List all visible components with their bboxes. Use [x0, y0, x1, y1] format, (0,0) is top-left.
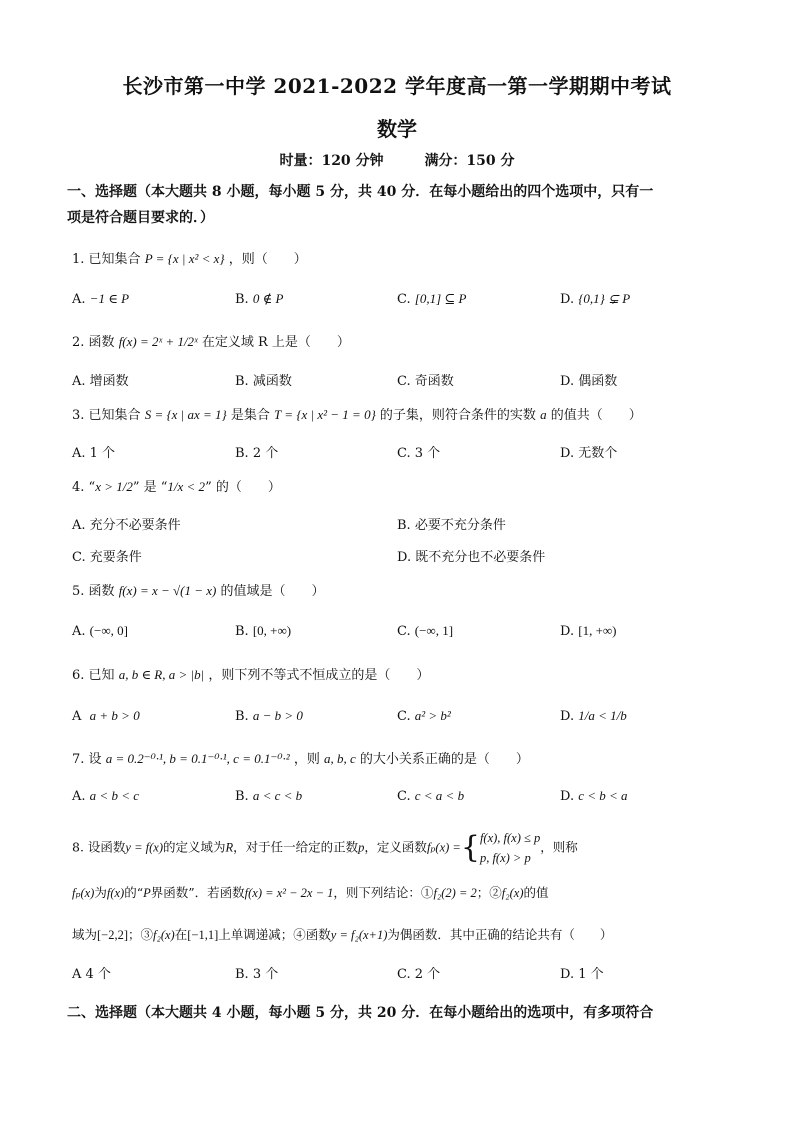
q8-option-b: B. 3 个 — [235, 967, 279, 982]
section-1-line1: 一、选择题（本大题共 8 小题，每小题 5 分，共 40 分．在每小题给出的四个选项中，只有一 — [67, 184, 654, 200]
q5-option-b: B. [0, +∞) — [235, 623, 292, 639]
question-8-line2: fₚ(x)为f(x)的“P界函数”．若函数f(x) = x² − 2x − 1，则下列结论：①f₂(2) = 2；②f₂(x)的值 — [72, 885, 549, 900]
q6-option-b: B. a − b > 0 — [235, 708, 303, 724]
exam-title: 长沙市第一中学 2021-2022 学年度高一第一学期期中考试 — [122, 74, 672, 98]
q3-option-c: C. 3 个 — [397, 446, 441, 461]
q7-option-b: B. a < c < b — [235, 788, 303, 804]
q5-option-c: C. (−∞, 1] — [397, 623, 454, 639]
q3-option-d: D. 无数个 — [560, 446, 618, 461]
q1-option-a: A. −1 ∈ P — [72, 291, 130, 307]
q2-option-d: D. 偶函数 — [560, 374, 618, 389]
question-5: 5. 函数 f(x) = x − √(1 − x) 的值域是（ ） — [72, 583, 325, 599]
q8-option-a: A 4 个 — [72, 967, 111, 982]
question-7: 7. 设 a = 0.2⁻⁰·¹, b = 0.1⁻⁰·¹, c = 0.1⁻⁰·² ，则 a, b, c 的大小关系正确的是（ ） — [72, 751, 529, 767]
section-2-line1: 二、选择题（本大题共 4 小题，每小题 5 分，共 20 分．在每小题给出的选项中，有多项符合 — [67, 1005, 654, 1021]
q8-piecewise: f(x), f(x) ≤ p p, f(x) > p — [479, 831, 541, 865]
exam-meta — [0, 150, 794, 170]
question-8-line3: 域为[−2,2]；③f₂(x)在[−1,1]上单调递减；④函数y = f₂(x+1)为偶函数．其中正确的结论共有（ ） — [72, 927, 613, 942]
q1-option-c: C. [0,1] ⊆ P — [397, 291, 467, 307]
q6-option-d: D. 1/a < 1/b — [560, 708, 627, 724]
exam-subject: 数学 — [377, 117, 417, 141]
q1-option-d: D. {0,1} ⊊ P — [560, 291, 631, 307]
q1-set: P = {x | x² < x} — [144, 251, 225, 266]
q2-option-b: B. 减函数 — [235, 374, 292, 389]
q4-option-d: D. 既不充分也不必要条件 — [397, 550, 546, 565]
question-4: 4. “x > 1/2” 是 “1/x < 2” 的（ ） — [72, 479, 281, 495]
q3-option-a: A. 1 个 — [72, 446, 116, 461]
q8-option-d: D. 1 个 — [560, 967, 604, 982]
section-2-heading — [67, 1000, 727, 1026]
section-1-line2: 项是符合题目要求的．） — [67, 210, 214, 226]
q4-option-b: B. 必要不充分条件 — [397, 518, 506, 533]
exam-time: 时量：120 分钟 — [279, 153, 384, 169]
q5-option-d: D. [1, +∞) — [560, 623, 617, 639]
q6-option-c: C. a² > b² — [397, 708, 451, 724]
q2-func: f(x) = 2ˣ + 1/2ˣ — [118, 334, 198, 349]
q7-option-c: C. c < a < b — [397, 788, 465, 804]
q4-option-a: A. 充分不必要条件 — [72, 518, 181, 533]
q7-option-a: A. a < b < c — [72, 788, 139, 804]
q6-option-a: A a + b > 0 — [72, 708, 140, 724]
q1-option-b: B. 0 ∉ P — [235, 291, 284, 307]
q2-option-c: C. 奇函数 — [397, 374, 454, 389]
question-3: 3. 已知集合 S = {x | ax = 1} 是集合 T = {x | x² − 1 = 0} 的子集，则符合条件的实数 a 的值共（ ） — [72, 407, 642, 423]
question-6: 6. 已知 a, b ∈ R, a > |b| ，则下列不等式不恒成立的是（ ） — [72, 667, 430, 683]
q5-option-a: A. (−∞, 0] — [72, 623, 128, 639]
q8-option-c: C. 2 个 — [397, 967, 441, 982]
question-8-line1: 8. 设函数y = f(x)的定义域为R，对于任一给定的正数p，定义函数fₚ(x) ={ f(x), f(x) ≤ p p, f(x) > p ，则称 — [72, 828, 732, 868]
q3-option-b: B. 2 个 — [235, 446, 279, 461]
question-2: 2. 函数 f(x) = 2ˣ + 1/2ˣ 在定义域 R 上是（ ） — [72, 334, 350, 350]
exam-score: 满分：150 分 — [424, 153, 515, 169]
q2-option-a: A. 增函数 — [72, 374, 129, 389]
q7-option-d: D. c < b < a — [560, 788, 628, 804]
section-1-heading — [67, 179, 727, 231]
q4-option-c: C. 充要条件 — [72, 550, 142, 565]
question-1: 1. 已知集合 P = {x | x² < x} ，则（ ） — [72, 251, 307, 267]
